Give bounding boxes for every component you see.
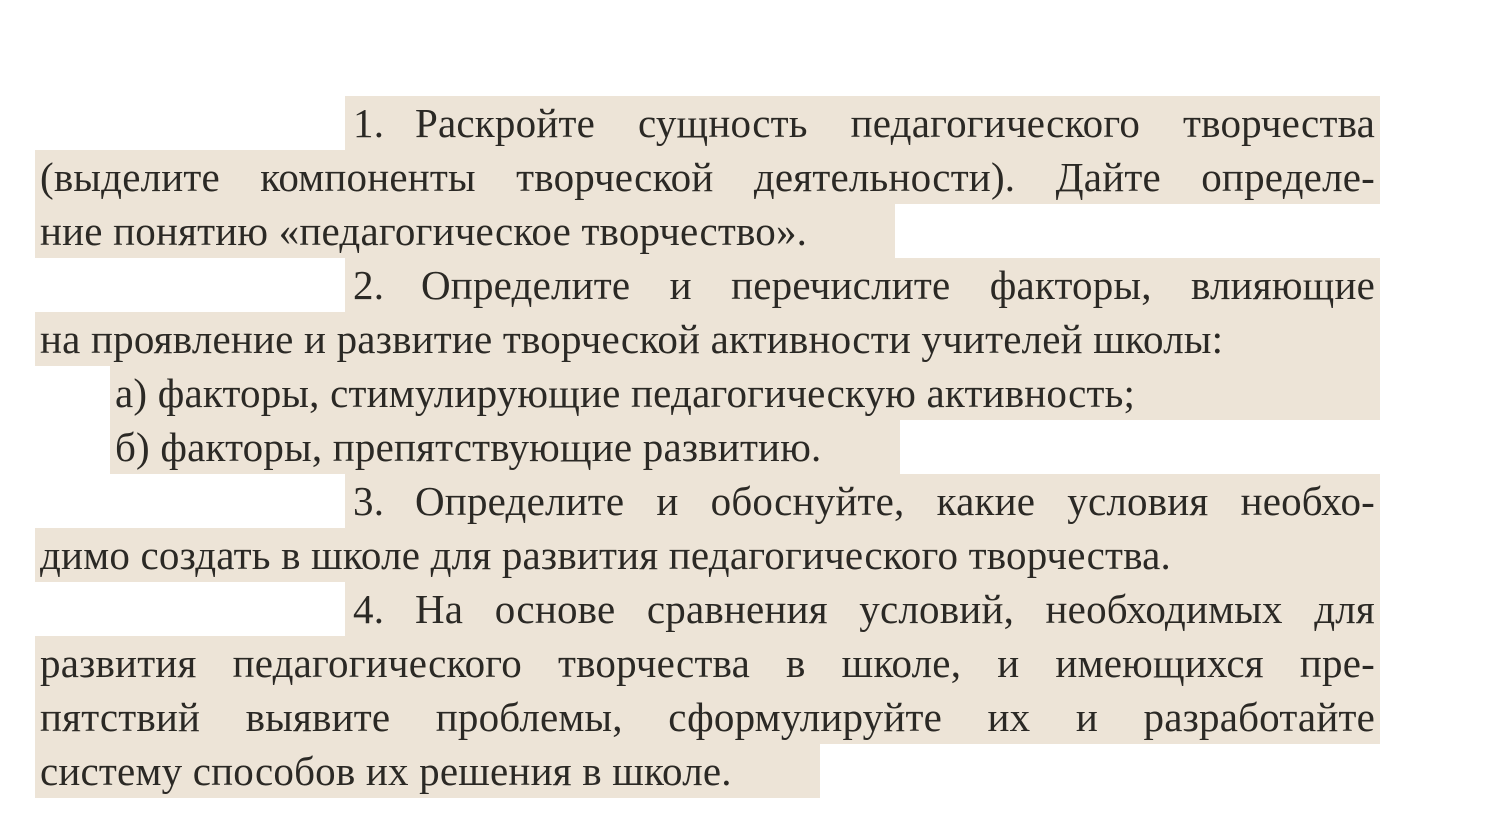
item-1-text-line-3: ние понятию «педагогическое творчество». [40, 208, 808, 254]
item-4-text-line-3: пятствий выявите проблемы, сформулируйте их и разработайте [40, 694, 1375, 740]
item-1-line-2 [35, 150, 1380, 204]
item-4-text-line-4: систему способов их решения в школе. [40, 748, 732, 794]
item-1-number: 1. [353, 100, 385, 146]
item-2-line-1 [345, 258, 1380, 312]
item-3-number: 3. [353, 478, 385, 524]
item-2-text-line-1: Определите и перечислите факторы, влияющие [421, 262, 1375, 308]
item-2-subitem-b [110, 420, 900, 474]
item-4-line-4 [35, 744, 820, 798]
item-2-subitem-b-text: б) факторы, препятствующие развитию. [115, 424, 822, 470]
item-4-line-2 [35, 636, 1380, 690]
item-3-line-1 [345, 474, 1380, 528]
item-4-text-line-1: На основе сравнения условий, необходимых для [415, 586, 1375, 632]
item-1-line-1 [345, 96, 1380, 150]
item-4-line-3 [35, 690, 1380, 744]
item-4-number: 4. [353, 586, 385, 632]
item-1-text-line-2: (выделите компоненты творческой деятельности). Дайте определе- [40, 154, 1375, 200]
item-2-text-line-2: на проявление и развитие творческой активности учителей школы: [40, 316, 1224, 362]
item-2-subitem-a [110, 366, 1380, 420]
item-4-line-1 [345, 582, 1380, 636]
item-2-subitem-a-text: а) факторы, стимулирующие педагогическую активность; [115, 370, 1136, 416]
item-1-line-3 [35, 204, 895, 258]
item-3-line-2 [35, 528, 1380, 582]
item-2-line-2 [35, 312, 1380, 366]
item-3-text-line-2: димо создать в школе для развития педагогического творчества. [40, 532, 1172, 578]
item-4-text-line-2: развития педагогического творчества в школе, и имеющихся пре- [40, 640, 1375, 686]
item-2-number: 2. [353, 262, 385, 308]
item-1-text-line-1: Раскройте сущность педагогического творчества [415, 100, 1375, 146]
item-3-text-line-1: Определите и обоснуйте, какие условия необхо- [415, 478, 1375, 524]
